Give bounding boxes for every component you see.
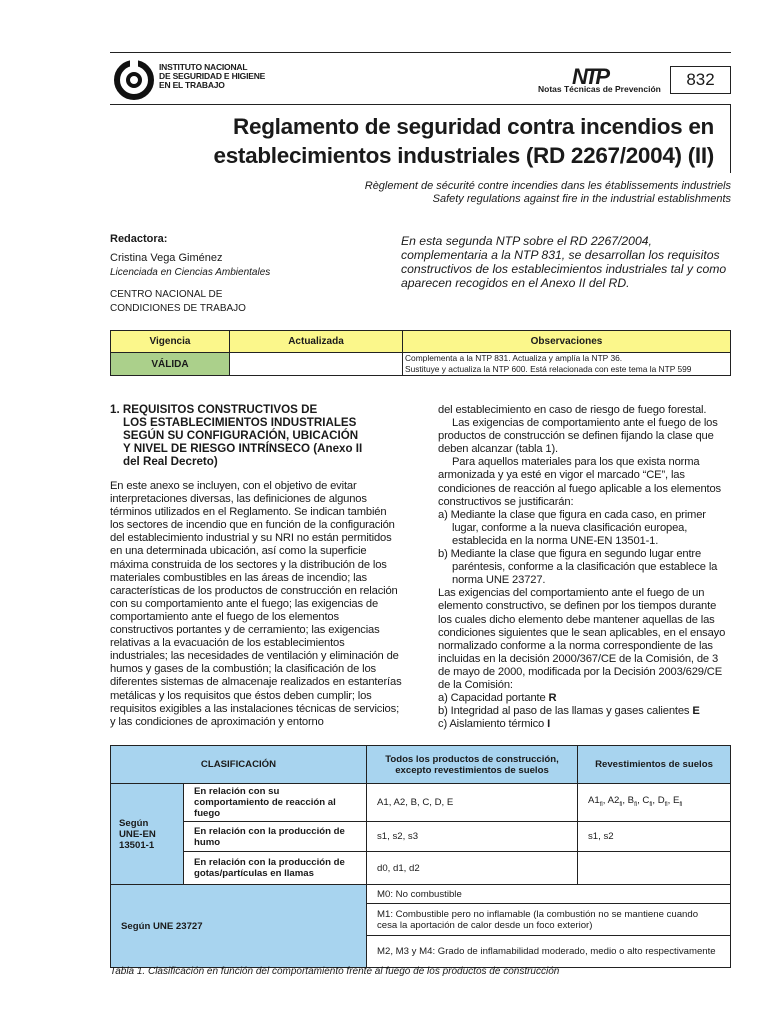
segun-une-23727-label: Según UNE 23727: [111, 885, 367, 968]
list-item: a) Capacidad portante R: [438, 692, 557, 705]
reaccion-todos: A1, A2, B, C, D, E: [367, 784, 578, 822]
reaccion-label: En relación con su comportamiento de reacción al fuego: [184, 784, 367, 822]
gotas-suelos: [578, 852, 731, 885]
author-name: Cristina Vega Giménez: [110, 252, 223, 264]
abstract: En esta segunda NTP sobre el RD 2267/2004, complementaria a la NTP 831, se desarrollan los requisitos constructivos de los establecimientos industriales tal y como aparecen recogidos en el Anexo II del RD.: [401, 234, 727, 290]
paragraph: Las exigencias del comportamiento ante el fuego de un elemento constructivo, se definen por los tiempos durante los cuales dicho elemento debe mantener aquellas de las condiciones siguientes que le sean aplicables, en el ensayo normalizado conforme a la norma correspondiente de las incluidas en la decisión 2000/367/CE de la Comisión, de 3 de mayo de 2000, modificada por la Decisión 2003/629/CE de la Comisión:: [438, 587, 726, 691]
observaciones-header: Observaciones: [403, 331, 731, 353]
french-title: Règlement de sécurité contre incendies dans les établissements industriels: [364, 180, 731, 192]
validity-table: [110, 330, 731, 376]
vigencia-header: Vigencia: [111, 331, 230, 353]
section-heading: 1. REQUISITOS CONSTRUCTIVOS DE LOS ESTABLECIMIENTOS INDUSTRIALES SEGÚN SU CONFIGURACIÓN, UBICACIÓN Y NIVEL DE RIESGO INTRÍNSECO (Anexo II del Real Decreto): [110, 403, 363, 468]
insht-logo-icon: [113, 59, 155, 101]
english-title: Safety regulations against fire in the industrial establishments: [432, 193, 731, 205]
ntp-logo: NTP: [572, 64, 607, 89]
author-center: CENTRO NACIONAL DE CONDICIONES DE TRABAJO: [110, 289, 246, 314]
gotas-label: En relación con la producción de gotas/partículas en llamas: [184, 852, 367, 885]
list-item: b) Integridad al paso de las llamas y gases calientes E: [438, 705, 700, 718]
paragraph: En este anexo se incluyen, con el objetivo de evitar interpretaciones diversas, las definiciones de algunos términos utilizados en el Reglamento. Se indican también los sectores de incendio que en función de la configuración del establecimiento industrial y su NRI no están permitidos en una determinada ubicación, así como la superficie máxima construida de los sectores y la distribución de los materiales combustibles en las áreas de incendio; las características de los productos de construcción en relación con su comportamiento ante el fuego; las exigencias de comportamiento ante el fuego de los elementos constructivos portantes y de cerramiento; las exigencias relativas a la evacuación de los establecimientos industriales; las necesidades de ventilación y eliminación de humos y gases de la combustión; la clasificación de los diferentes sistemas de almacenaje realizados en estanterías metálicas y los requisitos que éstos deben cumplir; los requisitos exigibles a las instalaciones técnicas de servicios; y las condiciones de aproximación y entorno: [110, 480, 402, 728]
humo-todos: s1, s2, s3: [367, 822, 578, 852]
paragraph: del establecimiento en caso de riesgo de fuego forestal.: [438, 404, 707, 416]
list-item: c) Aislamiento térmico I: [438, 718, 551, 731]
body-column-right: [438, 404, 731, 731]
paragraph: Las exigencias de comportamiento ante el fuego de los productos de construcción se definen fijando la clase que deben alcanzar (tabla 1).: [438, 417, 718, 456]
list-item: b) Mediante la clase que figura en segundo lugar entre paréntesis, conforme a la clasificación que establece la norma UNE 23727.: [438, 548, 718, 587]
observaciones-value: Complementa a la NTP 831. Actualiza y amplía la NTP 36. Sustituye y actualiza la NTP 600. Está relacionada con este tema la NTP 599: [403, 353, 731, 376]
gotas-todos: d0, d1, d2: [367, 852, 578, 885]
translated-titles: [110, 180, 731, 206]
clasificacion-header: CLASIFICACIÓN: [111, 746, 367, 784]
paragraph: Para aquellos materiales para los que exista norma armonizada y ya esté en vigor el marcado “CE”, las condiciones de reacción al fuego aplicable a los elementos constructivos se justificarán:: [438, 456, 721, 508]
body-column-left: [110, 480, 402, 729]
classification-table: [110, 745, 731, 968]
reaccion-suelos: $A1_{fl}$, $A2_{fl}$, $B_{fl}$, $C_{fl}$, $D_{fl}$, $E_{fl}$: [578, 784, 731, 822]
page-title: Reglamento de seguridad contra incendios en establecimientos industriales (RD 2267/2004) (II): [213, 114, 714, 168]
org-name: INSTITUTO NACIONAL DE SEGURIDAD E HIGIENE EN EL TRABAJO: [159, 62, 266, 90]
m1-row: M1: Combustible pero no inflamable (la combustión no se mantiene cuando cesa la aportación de calor desde un foco exterior): [367, 904, 731, 936]
header-rule: [110, 52, 731, 53]
ntp-number: 832: [670, 66, 731, 94]
ntp-subtitle: Notas Técnicas de Prevención: [538, 84, 661, 94]
m0-row: M0: No combustible: [367, 885, 731, 904]
suelos-header: Revestimientos de suelos: [578, 746, 731, 784]
author-degree: Licenciada en Ciencias Ambientales: [110, 267, 271, 278]
segun-une-en-label: Según UNE-EN 13501-1: [111, 784, 184, 885]
todos-header: Todos los productos de construcción, excepto revestimientos de suelos: [367, 746, 578, 784]
actualizada-header: Actualizada: [230, 331, 403, 353]
humo-suelos: s1, s2: [578, 822, 731, 852]
author-label: Redactora:: [110, 233, 168, 245]
humo-label: En relación con la producción de humo: [184, 822, 367, 852]
actualizada-value: [230, 353, 403, 376]
m2-row: M2, M3 y M4: Grado de inflamabilidad moderado, medio o alto respectivamente: [367, 936, 731, 968]
list-item: a) Mediante la clase que figura en cada caso, en primer lugar, conforme a la nueva clasificación europea, establecida en la norma UNE-EN 13501-1.: [438, 508, 706, 547]
table-caption: Tabla 1. Clasificación en función del comportamiento frente al fuego de los productos de construcción: [110, 966, 560, 977]
vigencia-value: VÁLIDA: [111, 353, 230, 376]
